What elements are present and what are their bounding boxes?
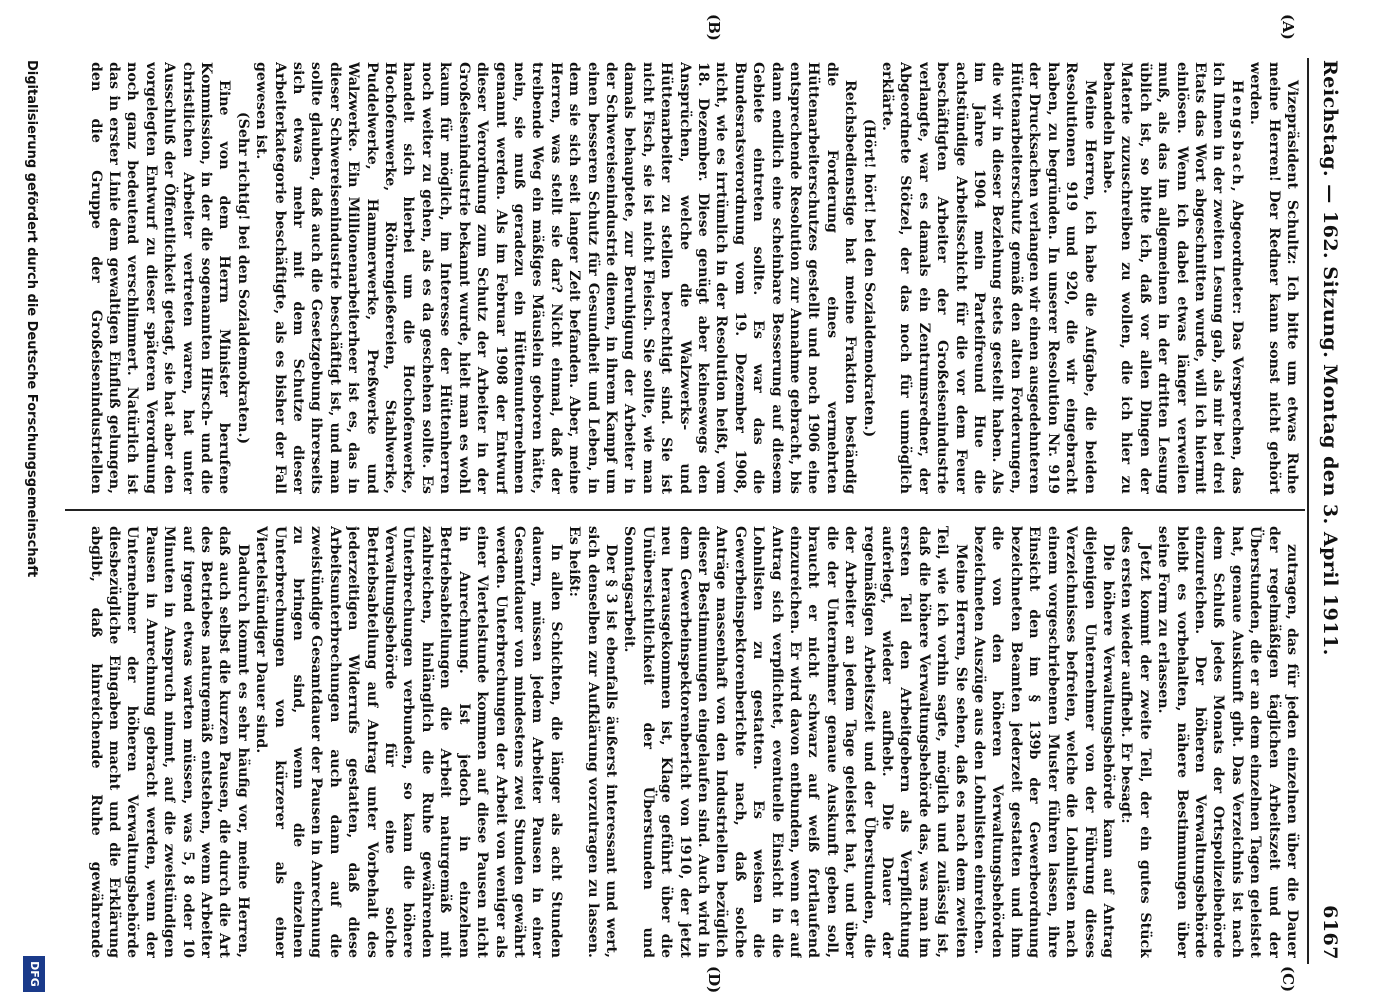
paragraph: Jetzt kommt der zweite Teil, der ein gutes Stück des ersten wieder aufhebt. Er besagt: [1118, 526, 1153, 958]
paragraph: Reichsbedienstige hat meine Fraktion beständig die Forderung eines vermehrten Hüttenarbeiterschutzes gestellt und noch 1906 eine entsprechende Resolution zur Annahme gebracht, bis dann endlich eine scheinbare Besserung auf diesem Gebiete eintreten sollte. Es war das die Bundesratsverordnung vom 19. Dezember 1908, nicht, wie es irrtümlich in der Resolution heißt, vom 18. Dezember. Diese genügt aber keineswegs den Ansprüchen, welche die Walzwerks- und Hüttenarbeiter zu stellen berechtigt sind. Sie ist nicht Fisch, sie ist nicht Fleisch. Sie sollte, wie man damals behauptete, zur Beruhigung der Arbeiter in der Schwereisenindustrie dienen, in ihrem Kampf um einen besseren Schutz für Gesundheit und Leben, in dem sie sich seit langer Zeit befanden. Aber, meine Herren, was stellt sie dar? Nicht einmal, daß der treibende Weg ein mäßiges Mäuslein geboren hätte, nein, sie muß geradezu ein Hüttenunternehmen genannt werden. Als im Februar 1908 der Entwurf dieser Verordnung zum Schutz der Arbeiter in der Großeisenindustrie bekannt wurde, hielt man es wohl kaum für möglich, im Interesse der Hüttenherren noch weiter zu gehen, als es da geschehen sollte. Es handelt sich hierbei um die Hochofenwerke, Hochofenwerke, Röhrengießereien, Stahlwerke, Puddelwerke, Hammerwerke, Preßwerke und Walzwerke. Ein Millionenarbeiterheer ist es, das in dieser Schwereisenindustrie beschäftigt ist, und man sollte glauben, daß auch die Gesetzgebung ihrerseits sich etwas mehr mit dem Schutze dieser Arbeiterkategorie beschäftigte, als es bisher der Fall gewesen ist. [253, 62, 859, 494]
paragraph: Dadurch kommt es sehr häufig vor, meine Herren, daß auch selbst die kurzen Pausen, die durch die Art des Betriebes naturgemäß entstehen, wenn Arbeiter auf irgend etwas warten müssen, was 5, 8 oder 10 Minuten in Anspruch nimmt, auf die zweistündigen Pausen in Anrechnung gebracht werden, wenn der Unternehmer der höheren Verwaltungsbehörde diesbezügliche Eingaben macht und die Erklärung abgibt, daß hinreichende Ruhe gewährende [87, 526, 251, 958]
interjection: (Hört! hört! bei den Sozialdemokraten.) [860, 118, 877, 438]
right-column [86, 526, 1301, 958]
paragraph-text: Abgeordneter: Das Versprechen, das ich Ihnen in der zweiten Lesung gab, als mir bei drei Etats das Wort abgeschnitten wurde, will ich hiermit einlösen. Wenn ich dabei etwas länger verweilen muß, als das im allgemeinen in der dritten Lesung üblich ist, so bitte ich, daß vor allen Dingen der Materie zuzuschreiben zu wollen, die ich hier zu behandeln habe. [1099, 62, 1245, 494]
left-column [86, 62, 1301, 494]
header-center: Montag den 3. April 1911. [1319, 364, 1341, 656]
margin-marker-d: (D) [705, 966, 723, 994]
paragraph [1099, 62, 1246, 494]
paragraph: Vizepräsident Schultz: Ich bitte um etwas Ruhe meine Herren! Der Redner kann sonst nicht gehört werden. [1247, 62, 1300, 494]
margin-marker-b: (B) [705, 14, 723, 41]
paragraph: Meine Herren, Sie sehen, daß es nach dem zweiten Teil, wie ich vorhin sagte, möglich und zulässig ist, daß die höhere Verwaltungsbehörde das, was man im ersten Teil den Arbeitgebern als Verpflichtung auferlegt, wieder aufhebt. Die Dauer der regelmäßigen Arbeitszeit und der Überstunden, die der Arbeiter an jedem Tage geleistet hat, und über die der Unternehmer genaue Auskunft geben soll, braucht er nicht schwarz auf weiß fortlaufend einzureichen. Er wird davon entbunden, wenn er auf Antrag sich verpflichtet, eventuelle Einsicht in die Lohnlisten zu gestatten. Es weisen die Gewerbeinspektorenberichte nach, daß solche Anträge massenhaft von den Industriellen bezüglich dieser Bestimmungen eingelaufen sind. Auch wird in dem Gewerbeinspektorenbericht von 1910, der jetzt neu herausgekommen ist, Klage geführt über die Unübersichtlichkeit der Überstunden und Sonntagsarbeit. [621, 526, 969, 958]
paragraph: Meine Herren, ich habe die Aufgabe, die beiden Resolutionen 919 und 920, die wir eingebracht haben, zu begründen. In unserer Resolution Nr. 919 der Drucksachen verlangen wir einen ausgedehnteren Hüttenarbeiterschutz gemäß den alten Forderungen, die wir in dieser Beziehung stets gestellt haben. Als im Jahre 1904 mein Parteifreund Hue die achtstündige Arbeitsschicht für die vor dem Feuer beschäftigten Arbeiter der Großeisenindustrie verlangte, war es damals ein Zentrumsredner, der Abgeordnete Stötzel, der das noch für unmöglich erklärte. [879, 62, 1098, 494]
dfg-logo: DFG [23, 956, 45, 992]
funding-note: Digitalisierung gefördert durch die Deutsche Forschungsgemeinschaft [24, 60, 39, 578]
paragraph: Die höhere Verwaltungsbehörde kann auf Antrag diejenigen Unternehmer von der Führung dieses Verzeichnisses befreien, welche die Lohnlisten nach einem vorgeschriebenen Muster führen lassen, ihre Einsicht den im § 139b der Gewerbeordnung bezeichneten Beamten jederzeit gestatten und ihm die von den höheren Verwaltungsbehörden bezeichneten Auszüge aus den Lohnlisten einreichen. [971, 526, 1116, 958]
page-number: 6167 [1319, 905, 1341, 960]
header-left: Reichstag. — 162. Sitzung. [1319, 60, 1341, 359]
margin-marker-a: (A) [1279, 14, 1297, 40]
paragraph: zutragen, das für jeden einzelnen über die Dauer der regelmäßigen täglichen Arbeitszeit und der Überstunden, die er an dem einzelnen Tagen geleistet hat, genaue Auskunft gibt. Das Verzeichnis ist nach dem Schluß jedes Monats der Ortspolizeibehörde einzureichen. Der höheren Verwaltungsbehörde bleibt es vorbehalten, nähere Bestimmungen über seine Form zu erlassen. [1155, 526, 1300, 958]
speaker-name: Hengsbach, [1228, 80, 1245, 194]
margin-marker-c: (C) [1279, 966, 1297, 993]
running-header [1313, 60, 1347, 960]
paragraph: Der § 3 ist ebenfalls äußerst interessant und wert, sich denselben zur Aufklärung vorzutragen zu lassen. Es heißt: [566, 526, 619, 958]
column-divider [65, 509, 1305, 511]
footer [13, 0, 53, 1000]
interjection: (Sehr richtig! bei den Sozialdemokraten.) [234, 111, 251, 445]
paragraph: Eine von dem Herrn Minister berufene Kommission, in der die sogenannten Hirsch- und die christlichen Arbeiter vertreten waren, hat unter Ausschluß der Öffentlichkeit getagt, sie hat aber den vorgelegten Entwurf zu dieser späteren Verordnung noch ganz bedeutend verschlimmert. Natürlich ist das in erster Linie dem gewaltigen Einfluß gelungen, den die Gruppe der Großeisenindustriellen [87, 62, 233, 494]
paragraph: In allen Schichten, die länger als acht Stunden dauern, müssen jedem Arbeiter Pausen in einer Gesamtdauer von mindestens zwei Stunden gewährt werden. Unterbrechungen der Arbeit von weniger als einer Viertelstunde kommen auf diese Pausen nicht in Anrechnung. Ist jedoch in einzelnen Betriebsabteilungen die Arbeit naturgemäß mit zahlreichen, hinlänglich die Ruhe gewährenden Unterbrechungen verbunden, so kann die höhere Verwaltungsbehörde für eine solche Betriebsabteilung auf Antrag unter Vorbehalt des jederzeitigen Widerrufs gestatten, daß diese Arbeitsunterbrechungen auch dann auf die zweistündige Gesamtdauer der Pausen in Anrechnung zu bringen sind, wenn die einzelnen Unterbrechungen von kürzerer als einer Viertelstündiger Dauer sind. [253, 526, 564, 958]
header-rule [1307, 58, 1309, 964]
